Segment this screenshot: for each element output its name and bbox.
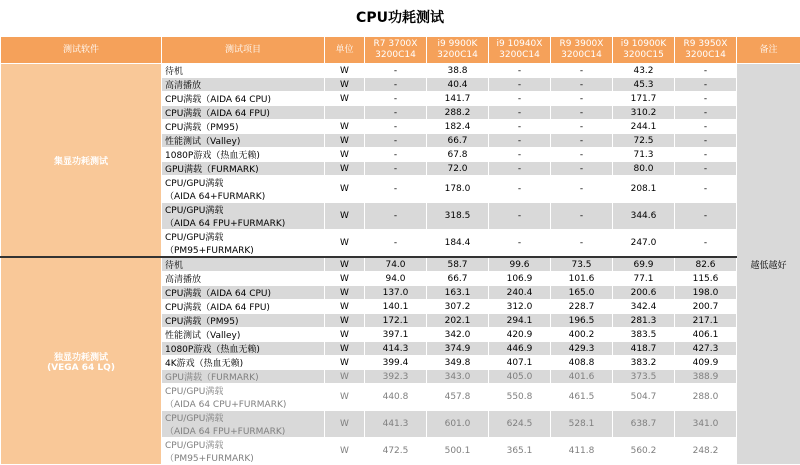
value-cell: 446.9 [489,342,551,356]
value-cell: 74.0 [365,257,427,272]
value-cell: 198.0 [675,286,737,300]
unit-cell: W [325,78,365,92]
value-cell: 172.1 [365,314,427,328]
value-cell: - [675,162,737,176]
test-item-cell: CPU/GPU满载 （PM95+FURMARK) [162,438,325,465]
value-cell: 77.1 [613,272,675,286]
value-cell: 383.2 [613,356,675,370]
value-cell: 163.1 [427,286,489,300]
value-cell: - [675,92,737,106]
unit-cell: W [325,203,365,230]
test-item-cell: 1080P游戏（热血无赖) [162,148,325,162]
test-item-cell: CPU满载（PM95) [162,314,325,328]
value-cell: 66.7 [427,272,489,286]
note-cell: 越低越好 [737,64,800,465]
value-cell: 409.9 [675,356,737,370]
value-cell: 40.4 [427,78,489,92]
value-cell: 407.1 [489,356,551,370]
value-cell: 45.3 [613,78,675,92]
value-cell: 178.0 [427,176,489,203]
value-cell: 247.0 [613,230,675,258]
value-cell: 310.2 [613,106,675,120]
value-cell: 420.9 [489,328,551,342]
value-cell: 500.1 [427,438,489,465]
test-item-cell: 高清播放 [162,272,325,286]
test-item-cell: 性能测试（Valley) [162,328,325,342]
value-cell: 397.1 [365,328,427,342]
value-cell: - [489,92,551,106]
test-item-cell: CPU/GPU满载 （AIDA 64+FURMARK) [162,176,325,203]
value-cell: 69.9 [613,257,675,272]
value-cell: - [675,148,737,162]
value-cell: 240.4 [489,286,551,300]
value-cell: 281.3 [613,314,675,328]
value-cell: 504.7 [613,384,675,411]
value-cell: 184.4 [427,230,489,258]
unit-cell: W [325,64,365,78]
value-cell: 342.0 [427,328,489,342]
value-cell: 344.6 [613,203,675,230]
value-cell: 414.3 [365,342,427,356]
value-cell: 418.7 [613,342,675,356]
header-cpu: R9 3950X 3200C14 [675,37,737,64]
value-cell: 82.6 [675,257,737,272]
value-cell: 72.5 [613,134,675,148]
value-cell: 349.8 [427,356,489,370]
test-item-cell: CPU满载（AIDA 64 FPU) [162,106,325,120]
table-row [1,257,800,272]
unit-cell: W [325,328,365,342]
unit-cell: W [325,272,365,286]
value-cell: 429.3 [551,342,613,356]
value-cell: 71.3 [613,148,675,162]
value-cell: 248.2 [675,438,737,465]
value-cell: - [551,78,613,92]
test-item-cell: GPU满载（FURMARK) [162,162,325,176]
value-cell: 406.1 [675,328,737,342]
value-cell: 373.5 [613,370,675,384]
value-cell: 427.3 [675,342,737,356]
test-item-cell: GPU满载（FURMARK) [162,370,325,384]
test-item-cell: CPU满载（AIDA 64 CPU) [162,92,325,106]
value-cell: - [551,230,613,258]
value-cell: 228.7 [551,300,613,314]
value-cell: 307.2 [427,300,489,314]
value-cell: - [675,176,737,203]
test-item-cell: CPU满载（AIDA 64 FPU) [162,300,325,314]
value-cell: - [675,120,737,134]
test-item-cell: 性能测试（Valley) [162,134,325,148]
unit-cell: W [325,257,365,272]
header-software: 测试软件 [1,37,162,64]
value-cell: 318.5 [427,203,489,230]
value-cell: - [489,148,551,162]
section-label: 独显功耗测试 (VEGA 64 LQ) [1,257,162,465]
value-cell: 440.8 [365,384,427,411]
unit-cell: W [325,134,365,148]
test-item-cell: 待机 [162,257,325,272]
test-item-cell: CPU/GPU满载 （AIDA 64 FPU+FURMARK) [162,203,325,230]
section-label: 集显功耗测试 [1,64,162,258]
value-cell: 441.3 [365,411,427,438]
table-row [1,64,800,78]
value-cell: 560.2 [613,438,675,465]
value-cell: 472.5 [365,438,427,465]
header-cpu: i9 10900K 3200C15 [613,37,675,64]
value-cell: 58.7 [427,257,489,272]
value-cell: 341.0 [675,411,737,438]
value-cell: 383.5 [613,328,675,342]
unit-cell: W [325,92,365,106]
value-cell: - [551,162,613,176]
value-cell: - [365,92,427,106]
value-cell: 99.6 [489,257,551,272]
unit-cell [325,106,365,120]
value-cell: 106.9 [489,272,551,286]
value-cell: 624.5 [489,411,551,438]
value-cell: 288.2 [427,106,489,120]
test-item-cell: 1080P游戏（热血无赖) [162,342,325,356]
value-cell: - [365,120,427,134]
header-unit: 单位 [325,37,365,64]
value-cell: 43.2 [613,64,675,78]
value-cell: 67.8 [427,148,489,162]
value-cell: - [675,230,737,258]
unit-cell: W [325,384,365,411]
unit-cell: W [325,438,365,465]
value-cell: - [551,176,613,203]
unit-cell: W [325,162,365,176]
test-item-cell: CPU/GPU满载 （AIDA 64 FPU+FURMARK) [162,411,325,438]
value-cell: 528.1 [551,411,613,438]
unit-cell: W [325,314,365,328]
unit-cell: W [325,411,365,438]
page-title: CPU功耗测试 [0,0,800,36]
value-cell: 401.6 [551,370,613,384]
header-item: 测试项目 [162,37,325,64]
value-cell: - [365,230,427,258]
value-cell: - [489,203,551,230]
unit-cell: W [325,356,365,370]
value-cell: - [551,148,613,162]
unit-cell: W [325,230,365,258]
value-cell: - [675,64,737,78]
value-cell: - [365,203,427,230]
value-cell: - [551,106,613,120]
value-cell: 374.9 [427,342,489,356]
value-cell: 343.0 [427,370,489,384]
value-cell: - [551,134,613,148]
value-cell: 140.1 [365,300,427,314]
value-cell: - [489,78,551,92]
value-cell: 196.5 [551,314,613,328]
value-cell: - [365,64,427,78]
test-item-cell: 4K游戏（热血无赖) [162,356,325,370]
test-item-cell: CPU/GPU满载 （PM95+FURMARK) [162,230,325,258]
value-cell: - [365,78,427,92]
value-cell: 342.4 [613,300,675,314]
test-item-cell: CPU满载（PM95) [162,120,325,134]
test-item-cell: 待机 [162,64,325,78]
power-test-table [0,36,800,465]
value-cell: 294.1 [489,314,551,328]
value-cell: 80.0 [613,162,675,176]
value-cell: - [489,120,551,134]
value-cell: - [365,106,427,120]
value-cell: 312.0 [489,300,551,314]
test-item-cell: 高清播放 [162,78,325,92]
value-cell: 200.7 [675,300,737,314]
unit-cell: W [325,342,365,356]
value-cell: - [365,134,427,148]
test-item-cell: CPU满载（AIDA 64 CPU) [162,286,325,300]
value-cell: 72.0 [427,162,489,176]
value-cell: - [551,203,613,230]
value-cell: 66.7 [427,134,489,148]
unit-cell: W [325,148,365,162]
value-cell: 208.1 [613,176,675,203]
value-cell: 200.6 [613,286,675,300]
value-cell: 461.5 [551,384,613,411]
value-cell: 38.8 [427,64,489,78]
value-cell: 244.1 [613,120,675,134]
value-cell: - [489,64,551,78]
value-cell: 601.0 [427,411,489,438]
value-cell: - [489,230,551,258]
value-cell: - [675,134,737,148]
table-body [1,64,800,465]
value-cell: 457.8 [427,384,489,411]
header-note: 备注 [737,37,800,64]
value-cell: - [551,92,613,106]
value-cell: 365.1 [489,438,551,465]
header-row [1,37,800,64]
value-cell: 165.0 [551,286,613,300]
value-cell: 217.1 [675,314,737,328]
value-cell: 405.0 [489,370,551,384]
value-cell: 638.7 [613,411,675,438]
value-cell: 171.7 [613,92,675,106]
value-cell: - [365,162,427,176]
value-cell: - [489,176,551,203]
value-cell: 115.6 [675,272,737,286]
value-cell: - [365,148,427,162]
value-cell: 400.2 [551,328,613,342]
value-cell: - [489,162,551,176]
value-cell: 288.0 [675,384,737,411]
value-cell: 141.7 [427,92,489,106]
value-cell: - [551,64,613,78]
unit-cell: W [325,300,365,314]
unit-cell: W [325,370,365,384]
value-cell: 392.3 [365,370,427,384]
value-cell: - [365,176,427,203]
value-cell: 101.6 [551,272,613,286]
value-cell: 137.0 [365,286,427,300]
value-cell: 399.4 [365,356,427,370]
value-cell: 411.8 [551,438,613,465]
unit-cell: W [325,120,365,134]
value-cell: - [489,134,551,148]
value-cell: - [675,106,737,120]
value-cell: 73.5 [551,257,613,272]
value-cell: - [675,203,737,230]
header-cpu: i9 9900K 3200C14 [427,37,489,64]
header-cpu: i9 10940X 3200C14 [489,37,551,64]
unit-cell: W [325,176,365,203]
value-cell: 182.4 [427,120,489,134]
header-cpu: R7 3700X 3200C14 [365,37,427,64]
value-cell: 94.0 [365,272,427,286]
value-cell: - [489,106,551,120]
value-cell: 408.8 [551,356,613,370]
value-cell: 550.8 [489,384,551,411]
header-cpu: R9 3900X 3200C14 [551,37,613,64]
value-cell: - [551,120,613,134]
value-cell: 388.9 [675,370,737,384]
value-cell: - [675,78,737,92]
unit-cell: W [325,286,365,300]
value-cell: 202.1 [427,314,489,328]
test-item-cell: CPU/GPU满载 （AIDA 64 CPU+FURMARK) [162,384,325,411]
